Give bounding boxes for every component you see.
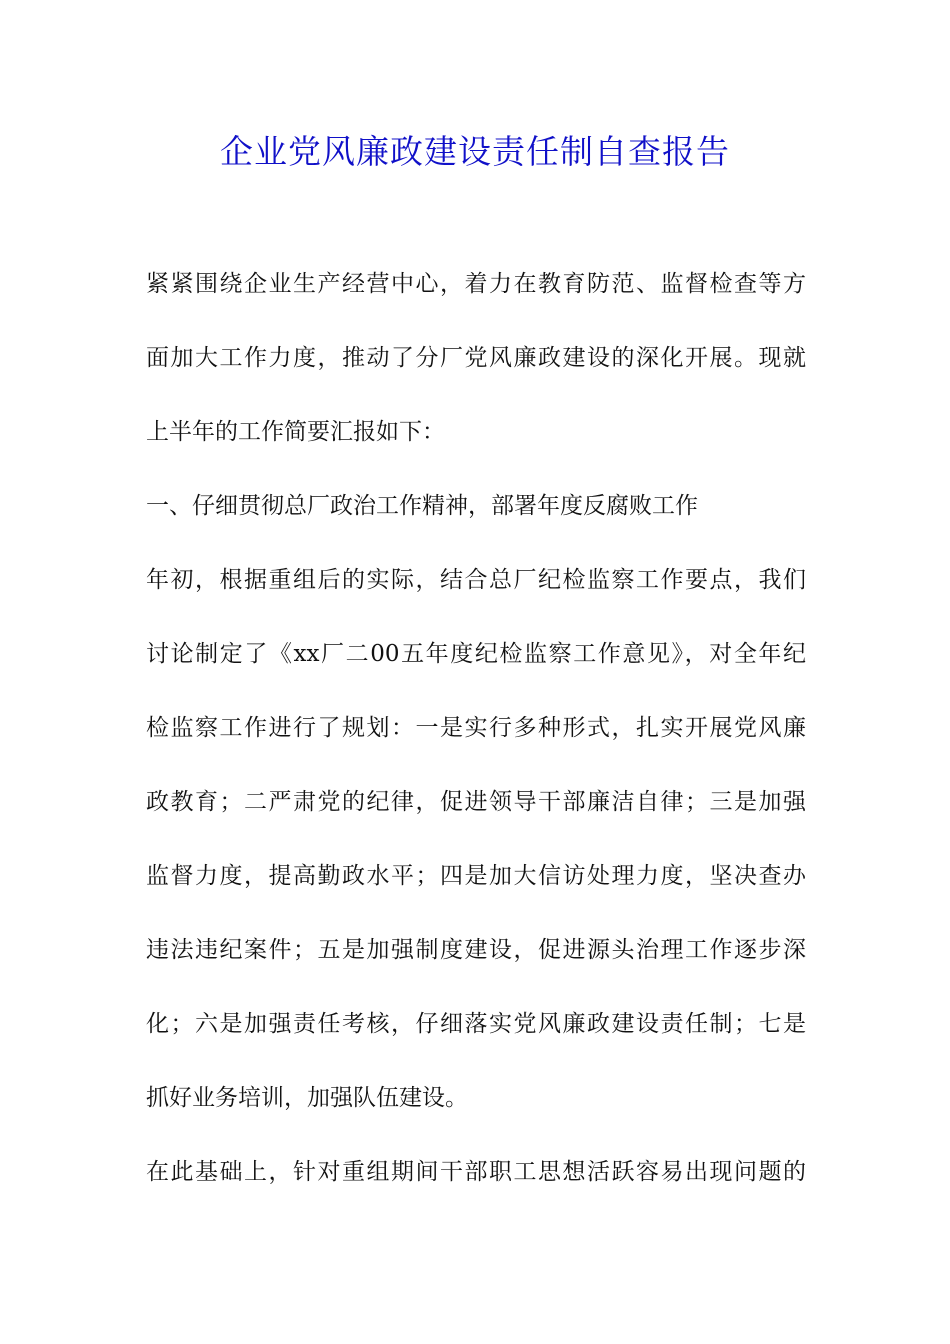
body-line: 违法违纪案件；五是加强制度建设，促进源头治理工作逐步深 — [146, 937, 806, 963]
document-title: 企业党风廉政建设责任制自查报告 — [220, 132, 730, 171]
body-line: 紧紧围绕企业生产经营中心，着力在教育防范、监督检查等方 — [146, 271, 806, 297]
body-line: 监督力度，提高勤政水平；四是加大信访处理力度，坚决查办 — [146, 863, 806, 889]
body-line: 面加大工作力度，推动了分厂党风廉政建设的深化开展。现就 — [146, 345, 806, 371]
body-line: 化；六是加强责任考核，仔细落实党风廉政建设责任制；七是 — [146, 1011, 806, 1037]
body-line: 上半年的工作简要汇报如下： — [146, 419, 445, 445]
section-heading: 一、仔细贯彻总厂政治工作精神，部署年度反腐败工作 — [146, 493, 698, 519]
body-line: 政教育；二严肃党的纪律，促进领导干部廉洁自律；三是加强 — [146, 789, 806, 815]
body-line: 检监察工作进行了规划：一是实行多种形式，扎实开展党风廉 — [146, 715, 806, 741]
body-line: 抓好业务培训，加强队伍建设。 — [146, 1085, 468, 1111]
body-line: 在此基础上，针对重组期间干部职工思想活跃容易出现问题的 — [146, 1159, 806, 1185]
body-line: 讨论制定了《xx厂二00五年度纪检监察工作意见》，对全年纪 — [146, 641, 806, 667]
body-line: 年初，根据重组后的实际，结合总厂纪检监察工作要点，我们 — [146, 567, 806, 593]
